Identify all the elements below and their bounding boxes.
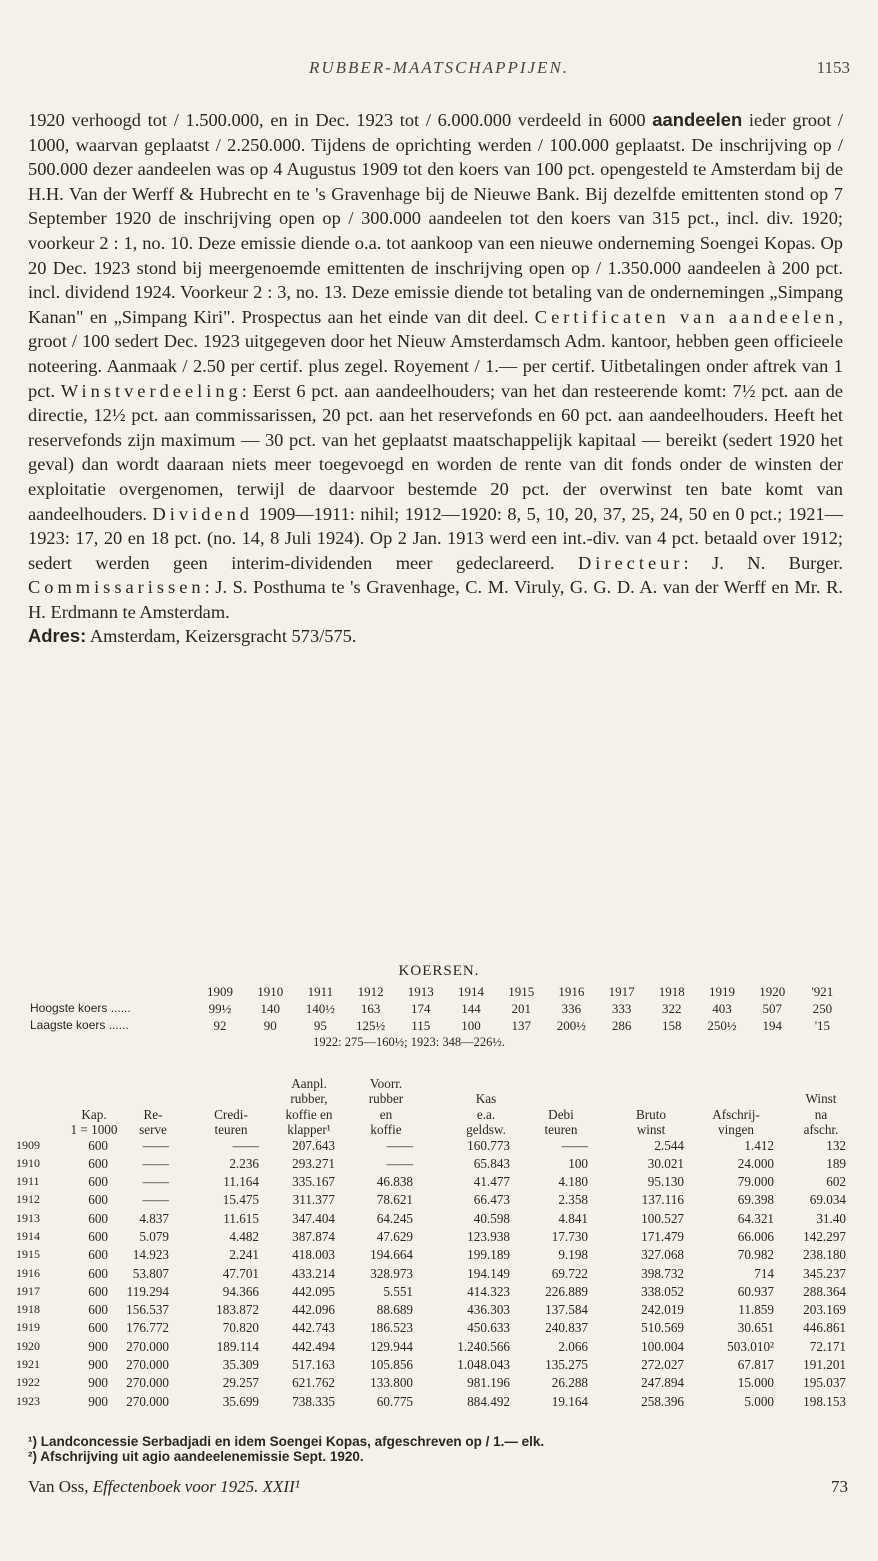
table-cell: 129.944 (370, 1338, 413, 1354)
table-cell: 600 (88, 1137, 108, 1153)
koersen-value: 100 (461, 1018, 481, 1033)
director-heading: Directeur (578, 552, 684, 573)
column-header: serve (139, 1122, 167, 1137)
table-cell: 2.544 (654, 1137, 684, 1153)
column-header: afschr. (803, 1122, 839, 1137)
table-cell: 176.772 (126, 1320, 169, 1336)
koersen-value: 115 (411, 1018, 431, 1033)
row-year: 1911 (16, 1174, 40, 1189)
table-cell: 600 (88, 1320, 108, 1336)
row-year: 1912 (16, 1192, 40, 1207)
table-row (16, 1138, 861, 1156)
table-cell: 1.412 (744, 1137, 774, 1153)
table-cell: 238.180 (803, 1247, 846, 1263)
table-header-row (16, 1107, 861, 1123)
table-cell: 31.40 (816, 1210, 846, 1226)
table-cell: 135.275 (545, 1357, 588, 1373)
main-paragraph (28, 108, 843, 624)
table-cell: 72.171 (809, 1338, 846, 1354)
page-number: 1153 (816, 58, 850, 77)
table-row (16, 1247, 861, 1265)
table-cell: 199.189 (467, 1247, 510, 1263)
table-cell: 621.762 (292, 1375, 335, 1391)
table-cell: 4.180 (558, 1174, 588, 1190)
table-cell: 600 (88, 1265, 108, 1281)
row-year: 1919 (16, 1320, 40, 1335)
table-cell: 47.701 (222, 1265, 259, 1281)
column-header: vingen (718, 1122, 754, 1137)
table-cell: 79.000 (737, 1174, 774, 1190)
table-cell: 1.048.043 (457, 1357, 510, 1373)
table-cell: 64.245 (376, 1210, 413, 1226)
table-cell: 270.000 (126, 1338, 169, 1354)
table-cell: 335.167 (292, 1174, 335, 1190)
table-cell: 137.584 (545, 1302, 588, 1318)
koersen-value: 507 (762, 1001, 782, 1016)
table-cell: 900 (88, 1357, 108, 1373)
footnote-mark: ²) (28, 1449, 41, 1464)
column-header: Credi- (214, 1106, 248, 1122)
column-header: rubber, (290, 1091, 328, 1106)
table-cell: —— (386, 1137, 413, 1153)
table-cell: 15.475 (222, 1192, 259, 1208)
table-cell: 35.699 (222, 1393, 259, 1409)
column-header: Re- (143, 1106, 163, 1122)
table-cell: 242.019 (641, 1302, 684, 1318)
column-header: teuren (214, 1122, 248, 1137)
table-cell: 327.068 (641, 1247, 684, 1263)
footnote-mark: ¹) (28, 1434, 41, 1449)
table-cell: 503.010² (727, 1338, 774, 1354)
table-row (16, 1192, 861, 1210)
table-cell: 70.982 (737, 1247, 774, 1263)
koersen-table (14, 984, 864, 1052)
table-cell: 5.079 (139, 1228, 169, 1244)
row-year: 1916 (16, 1265, 40, 1280)
column-header: winst (636, 1122, 666, 1137)
table-cell: 1.240.566 (457, 1338, 510, 1354)
table-cell: 293.271 (292, 1155, 335, 1171)
koersen-note: 1922: 275—160½; 1923: 348—226½. (313, 1035, 505, 1049)
address-value: Amsterdam, Keizersgracht 573/575. (86, 626, 357, 647)
table-cell: 2.236 (229, 1155, 259, 1171)
table-cell: 47.629 (376, 1228, 413, 1244)
table-cell: 398.732 (641, 1265, 684, 1281)
table-cell: —— (142, 1174, 169, 1190)
text-run: ieder groot / 1000, waarvan geplaatst / 2.250.000. Tijdens de oprichting werden / 100.000 geplaatst. De inschrijving op / 500.000 dezer aandeelen was op 4 Augustus 1909 tot den koers van 100 pct. opengesteld te Amsterdam bij de H.H. Van der Werff & Hubrecht en te 's Gravenhage bij de Nieuwe Bank. Bij dezelfde emittenten stond op 7 September 1920 de inschrijving open op / 300.000 aandeelen tot den koers van 315 pct., incl. div. 1920; voorkeur 2 : 1, no. 10. Deze emissie diende o.a. tot aankoop van een nieuwe onderneming Soengei Kopas. Op 20 Dec. 1923 stond bij meergenoemde emittenten de inschrijving open op / 1.350.000 aandeelen à 200 pct. incl. dividend 1924. Voorkeur 2 : 3, no. 13. Deze emissie diende tot betaling van de ondernemingen „Simpang Kanan" en „Simpang Kiri". Prospectus aan het einde van dit deel. (28, 110, 843, 327)
table-header-row (16, 1060, 861, 1076)
table-cell: 5.000 (744, 1393, 774, 1409)
table-cell: 70.820 (222, 1320, 259, 1336)
koersen-value: 403 (712, 1001, 732, 1016)
table-cell: 345.237 (803, 1265, 846, 1281)
table-cell: 194.149 (467, 1265, 510, 1281)
table-cell: 160.773 (467, 1137, 510, 1153)
koersen-year-row (14, 984, 864, 1001)
column-header: geldsw. (466, 1122, 506, 1137)
table-cell: 100.527 (641, 1210, 684, 1226)
koersen-year: 1909 (207, 984, 233, 999)
table-cell: 270.000 (126, 1357, 169, 1373)
table-cell: 347.404 (292, 1210, 335, 1226)
table-cell: 60.937 (737, 1283, 774, 1299)
table-cell: 900 (88, 1338, 108, 1354)
table-cell: 517.163 (292, 1357, 335, 1373)
table-cell: 446.861 (803, 1320, 846, 1336)
koersen-value: 95 (313, 1018, 327, 1033)
table-row (16, 1174, 861, 1192)
table-cell: 442.494 (292, 1338, 335, 1354)
table-cell: 338.052 (641, 1283, 684, 1299)
koersen-value: 137 (511, 1018, 531, 1033)
koersen-value: 333 (611, 1001, 632, 1016)
table-cell: 40.598 (473, 1210, 510, 1226)
table-cell: 442.743 (292, 1320, 335, 1336)
row-year: 1921 (16, 1357, 40, 1372)
table-cell: 123.938 (467, 1228, 510, 1244)
table-row (16, 1229, 861, 1247)
table-cell: 600 (88, 1210, 108, 1226)
table-cell: 35.309 (222, 1357, 259, 1373)
column-header: Aanpl. (291, 1075, 327, 1091)
footnote (28, 1449, 848, 1464)
table-cell: 600 (88, 1247, 108, 1263)
koersen-value: 140½ (305, 1001, 336, 1016)
koersen-value: 194 (762, 1018, 782, 1033)
table-header-row (16, 1076, 861, 1092)
table-row (16, 1320, 861, 1338)
table-cell: 142.297 (803, 1228, 846, 1244)
table-cell: 69.398 (737, 1192, 774, 1208)
footnote-text: Landconcessie Serbadjadi en idem Soengei Kopas, afgeschreven op / 1.— elk. (40, 1434, 545, 1449)
row-year: 1918 (16, 1302, 40, 1317)
koersen-value: 90 (263, 1018, 277, 1033)
koersen-year: 1917 (608, 984, 635, 999)
footer-source (28, 1477, 300, 1497)
koersen-value: '15 (814, 1018, 831, 1033)
row-year: 1917 (16, 1283, 40, 1298)
table-row (16, 1284, 861, 1302)
table-cell: 600 (88, 1283, 108, 1299)
koersen-value: 286 (611, 1018, 632, 1033)
koersen-year: 1913 (407, 984, 434, 999)
running-header (0, 58, 878, 82)
table-cell: 186.523 (370, 1320, 413, 1336)
table-cell: —— (232, 1137, 259, 1153)
text-run: , groot / 100 sedert Dec. 1923 uitgegeven door het Nieuw Amsterdamsch Adm. kantoor, hebben geen officieele noteering. Aanmaak / 2.50 per certif. plus zegel. Royement / 1.— per certif. Uitbetalingen onder aftrek van 1 pct. (28, 306, 843, 401)
koersen-value: 163 (360, 1001, 381, 1016)
address-line (28, 624, 843, 649)
column-header: Voorr. (369, 1075, 403, 1091)
table-cell: 14.923 (132, 1247, 169, 1263)
shares-heading: aandeelen (652, 109, 743, 130)
column-header: Kap. (81, 1106, 107, 1122)
certificates-heading: Certificaten van aandeelen (534, 306, 839, 327)
table-cell: 198.153 (803, 1393, 846, 1409)
table-cell: 600 (88, 1302, 108, 1318)
table-cell: 100 (568, 1155, 588, 1171)
column-header: rubber (368, 1091, 404, 1106)
table-cell: 272.027 (641, 1357, 684, 1373)
table-cell: 78.621 (376, 1192, 413, 1208)
koersen-value: 322 (662, 1001, 682, 1016)
footnote-text: Afschrijving uit agio aandeelenemissie Sept. 1920. (40, 1449, 364, 1464)
table-cell: 17.730 (551, 1228, 588, 1244)
table-cell: 66.006 (737, 1228, 774, 1244)
table-cell: 981.196 (467, 1375, 510, 1391)
footer-author: Van Oss, (28, 1477, 93, 1496)
table-cell: 46.838 (376, 1174, 413, 1190)
column-header: 1 = 1000 (70, 1122, 118, 1137)
koersen-note-row (14, 1035, 864, 1052)
text-run: : J. S. Posthuma te 's Gravenhage, C. M. Viruly, G. G. D. A. van der Werff en Mr. R. H. Erdmann te Amsterdam. (28, 577, 843, 622)
table-cell: 2.241 (229, 1247, 259, 1263)
header-title: RUBBER-MAATSCHAPPIJEN. (308, 58, 570, 77)
table-cell: 66.473 (473, 1192, 510, 1208)
table-header-row (16, 1122, 861, 1138)
koersen-year: 1915 (508, 984, 535, 999)
koersen-value: 250½ (707, 1018, 737, 1033)
koersen-value: 144 (461, 1001, 481, 1016)
table-cell: 11.164 (223, 1174, 259, 1190)
table-cell: 258.396 (641, 1393, 684, 1409)
table-cell: 30.651 (737, 1320, 774, 1336)
table-cell: 137.116 (641, 1192, 684, 1208)
table-cell: 195.037 (803, 1375, 846, 1391)
table-cell: 189.114 (216, 1338, 259, 1354)
table-cell: 5.551 (383, 1283, 413, 1299)
table-header-row (16, 1091, 861, 1107)
koersen-year: 1910 (257, 984, 284, 999)
koersen-value: 250 (812, 1001, 833, 1016)
koersen-year: '921 (811, 984, 834, 999)
column-header: Kas (475, 1091, 497, 1106)
row-year: 1914 (16, 1228, 40, 1243)
table-cell: 194.664 (370, 1247, 413, 1263)
table-cell: 132 (826, 1137, 846, 1153)
profit-distribution-heading: Winstverdeeling (60, 380, 242, 401)
table-cell: 600 (88, 1174, 108, 1190)
row-year: 1909 (16, 1137, 40, 1152)
table-cell: 436.303 (467, 1302, 510, 1318)
table-row (16, 1211, 861, 1229)
table-cell: 119.294 (126, 1283, 169, 1299)
table-cell: —— (142, 1192, 169, 1208)
table-row (16, 1302, 861, 1320)
koersen-value: 174 (411, 1001, 431, 1016)
table-cell: 450.633 (467, 1320, 510, 1336)
table-cell: 15.000 (737, 1375, 774, 1391)
table-cell: 183.872 (216, 1302, 259, 1318)
table-cell: 105.856 (370, 1357, 413, 1373)
address-label: Adres: (28, 625, 87, 647)
koersen-value: 99½ (208, 1001, 232, 1016)
column-header: teuren (544, 1122, 578, 1137)
column-header: klapper¹ (287, 1122, 331, 1137)
column-header: koffie en (285, 1106, 333, 1122)
koersen-year: 1911 (307, 984, 334, 999)
koersen-value: 158 (662, 1018, 682, 1033)
koersen-value: 200½ (556, 1018, 587, 1033)
table-cell: 156.537 (126, 1302, 169, 1318)
table-cell: 29.257 (222, 1375, 259, 1391)
table-cell: 67.817 (737, 1357, 774, 1373)
table-cell: 884.492 (467, 1393, 510, 1409)
table-cell: 11.859 (738, 1302, 774, 1318)
koersen-year: 1914 (458, 984, 484, 999)
text-run: 1909—1911: nihil; 1912—1920: 8, 5, 10, 20, 37, 25, 24, 50 en 0 pct.; 1921—1923: 17, 20 en 18 pct. (no. 14, 8 Juli 1924). Op 2 Jan. 1913 werd een int.-div. van 4 pct. betaald over 1912; sedert werden geen interim-dividenden meer gedeclareerd. (28, 503, 843, 573)
table-cell: 2.358 (558, 1192, 588, 1208)
table-cell: 41.477 (473, 1174, 510, 1190)
table-cell: 4.837 (139, 1210, 169, 1226)
table-cell: 247.894 (641, 1375, 684, 1391)
table-cell: 387.874 (292, 1228, 335, 1244)
table-cell: 288.364 (803, 1283, 846, 1299)
table-row (16, 1375, 861, 1393)
table-cell: 30.021 (647, 1155, 684, 1171)
table-cell: 53.807 (132, 1265, 169, 1281)
row-year: 1922 (16, 1375, 40, 1390)
koersen-year: 1912 (357, 984, 384, 999)
table-cell: 510.569 (641, 1320, 684, 1336)
column-header: na (814, 1106, 828, 1122)
table-cell: 600 (88, 1192, 108, 1208)
table-cell: —— (142, 1137, 169, 1153)
table-cell: 19.164 (551, 1393, 588, 1409)
table-cell: 433.214 (292, 1265, 335, 1281)
table-row (16, 1339, 861, 1357)
column-header: Bruto (635, 1106, 667, 1122)
row-year: 1920 (16, 1338, 40, 1353)
table-row (16, 1156, 861, 1174)
table-cell: 600 (88, 1155, 108, 1171)
row-year: 1913 (16, 1210, 40, 1225)
text-run: : Eerst 6 pct. aan aandeelhouders; van het dan resteerende komt: 7½ pct. aan de directie, 12½ pct. aan commissarissen, 20 pct. aan het reservefonds en 60 pct. aan aandeelhouders. Heeft het reservefonds zijn maximum — 30 pct. van het geplaatst maatschappelijk kapitaal — bereikt (sedert 1920 het geval) dan wordt daaraan niets meer toegevoegd en worden de rente van dit fonds onder de winsten der exploitatie overgenomen, terwijl de daarvoor bestemde 20 pct. der overwinst ten bate komt van aandeelhouders. (28, 380, 843, 524)
table-cell: 69.722 (551, 1265, 588, 1281)
table-cell: 189 (826, 1155, 846, 1171)
table-cell: 270.000 (126, 1375, 169, 1391)
dividend-heading: Dividend (152, 503, 253, 524)
table-cell: 11.615 (223, 1210, 259, 1226)
table-cell: 226.889 (545, 1283, 588, 1299)
table-cell: 95.130 (647, 1174, 684, 1190)
table-row (16, 1266, 861, 1284)
table-cell: 414.323 (467, 1283, 510, 1299)
table-cell: 26.288 (551, 1375, 588, 1391)
column-header: e.a. (476, 1106, 496, 1122)
table-cell: 133.800 (370, 1375, 413, 1391)
koersen-year: 1919 (709, 984, 735, 999)
table-cell: 94.366 (222, 1283, 259, 1299)
table-cell: 191.201 (803, 1357, 846, 1373)
koersen-year: 1918 (658, 984, 685, 999)
table-cell: 2.066 (558, 1338, 588, 1354)
table-cell: 738.335 (292, 1393, 335, 1409)
koersen-row (14, 1018, 864, 1035)
koersen-year: 1920 (759, 984, 786, 999)
table-cell: 69.034 (809, 1192, 846, 1208)
table-cell: 900 (88, 1393, 108, 1409)
table-cell: 442.096 (292, 1302, 335, 1318)
table-cell: 442.095 (292, 1283, 335, 1299)
table-cell: 311.377 (292, 1192, 335, 1208)
table-row (16, 1394, 861, 1412)
table-cell: 24.000 (737, 1155, 774, 1171)
table-cell: 600 (88, 1228, 108, 1244)
koersen-title: KOERSEN. (398, 963, 480, 979)
commissioners-heading: Commissarissen (28, 577, 205, 598)
row-year: 1910 (16, 1155, 40, 1170)
table-cell: 714 (754, 1265, 774, 1281)
footnotes (28, 1434, 848, 1464)
table-cell: 100.004 (641, 1338, 684, 1354)
table-cell: —— (386, 1155, 413, 1171)
financial-table (16, 1060, 861, 1412)
table-cell: 900 (88, 1375, 108, 1391)
footnote (28, 1434, 848, 1449)
row-year: 1923 (16, 1393, 40, 1408)
koersen-value: 140 (260, 1001, 280, 1016)
table-cell: 60.775 (376, 1393, 413, 1409)
koersen-value: 201 (511, 1001, 531, 1016)
body-text (28, 108, 843, 649)
table-cell: 418.003 (292, 1247, 335, 1263)
footer-book-title: Effectenboek voor 1925. XXII¹ (92, 1477, 300, 1496)
column-header: en (379, 1106, 393, 1122)
koersen-row (14, 1001, 864, 1018)
table-cell: 4.482 (229, 1228, 259, 1244)
text-run: 1920 verhoogd tot / 1.500.000, en in Dec. 1923 tot / 6.000.000 verdeeld in 6000 (28, 110, 653, 130)
table-cell: 602 (826, 1174, 846, 1190)
table-cell: 9.198 (558, 1247, 588, 1263)
table-cell: —— (561, 1137, 588, 1153)
table-row (16, 1357, 861, 1375)
column-header: Afschrij- (712, 1106, 760, 1122)
koersen-row-label: Hoogste koers ...... (30, 1001, 131, 1015)
table-cell: 203.169 (803, 1302, 846, 1318)
koersen-row-label: Laagste koers ...... (30, 1018, 129, 1032)
text-run: : J. N. Burger. (683, 552, 844, 573)
table-cell: 4.841 (558, 1210, 588, 1226)
table-cell: 88.689 (376, 1302, 413, 1318)
table-cell: 328.973 (370, 1265, 413, 1281)
table-cell: 65.843 (473, 1155, 510, 1171)
column-header: koffie (370, 1122, 402, 1137)
koersen-value: 336 (561, 1001, 582, 1016)
koersen-value: 125½ (355, 1018, 386, 1033)
koersen-year: 1916 (558, 984, 585, 999)
table-cell: 171.479 (641, 1228, 684, 1244)
footer-sheet-number: 73 (831, 1477, 848, 1496)
row-year: 1915 (16, 1247, 40, 1262)
koersen-value: 92 (213, 1018, 227, 1033)
column-header: Debi (548, 1106, 574, 1122)
table-cell: 270.000 (126, 1393, 169, 1409)
table-cell: 240.837 (545, 1320, 588, 1336)
table-cell: —— (142, 1155, 169, 1171)
table-cell: 64.321 (737, 1210, 774, 1226)
table-cell: 207.643 (292, 1137, 335, 1153)
column-header: Winst (805, 1091, 837, 1106)
